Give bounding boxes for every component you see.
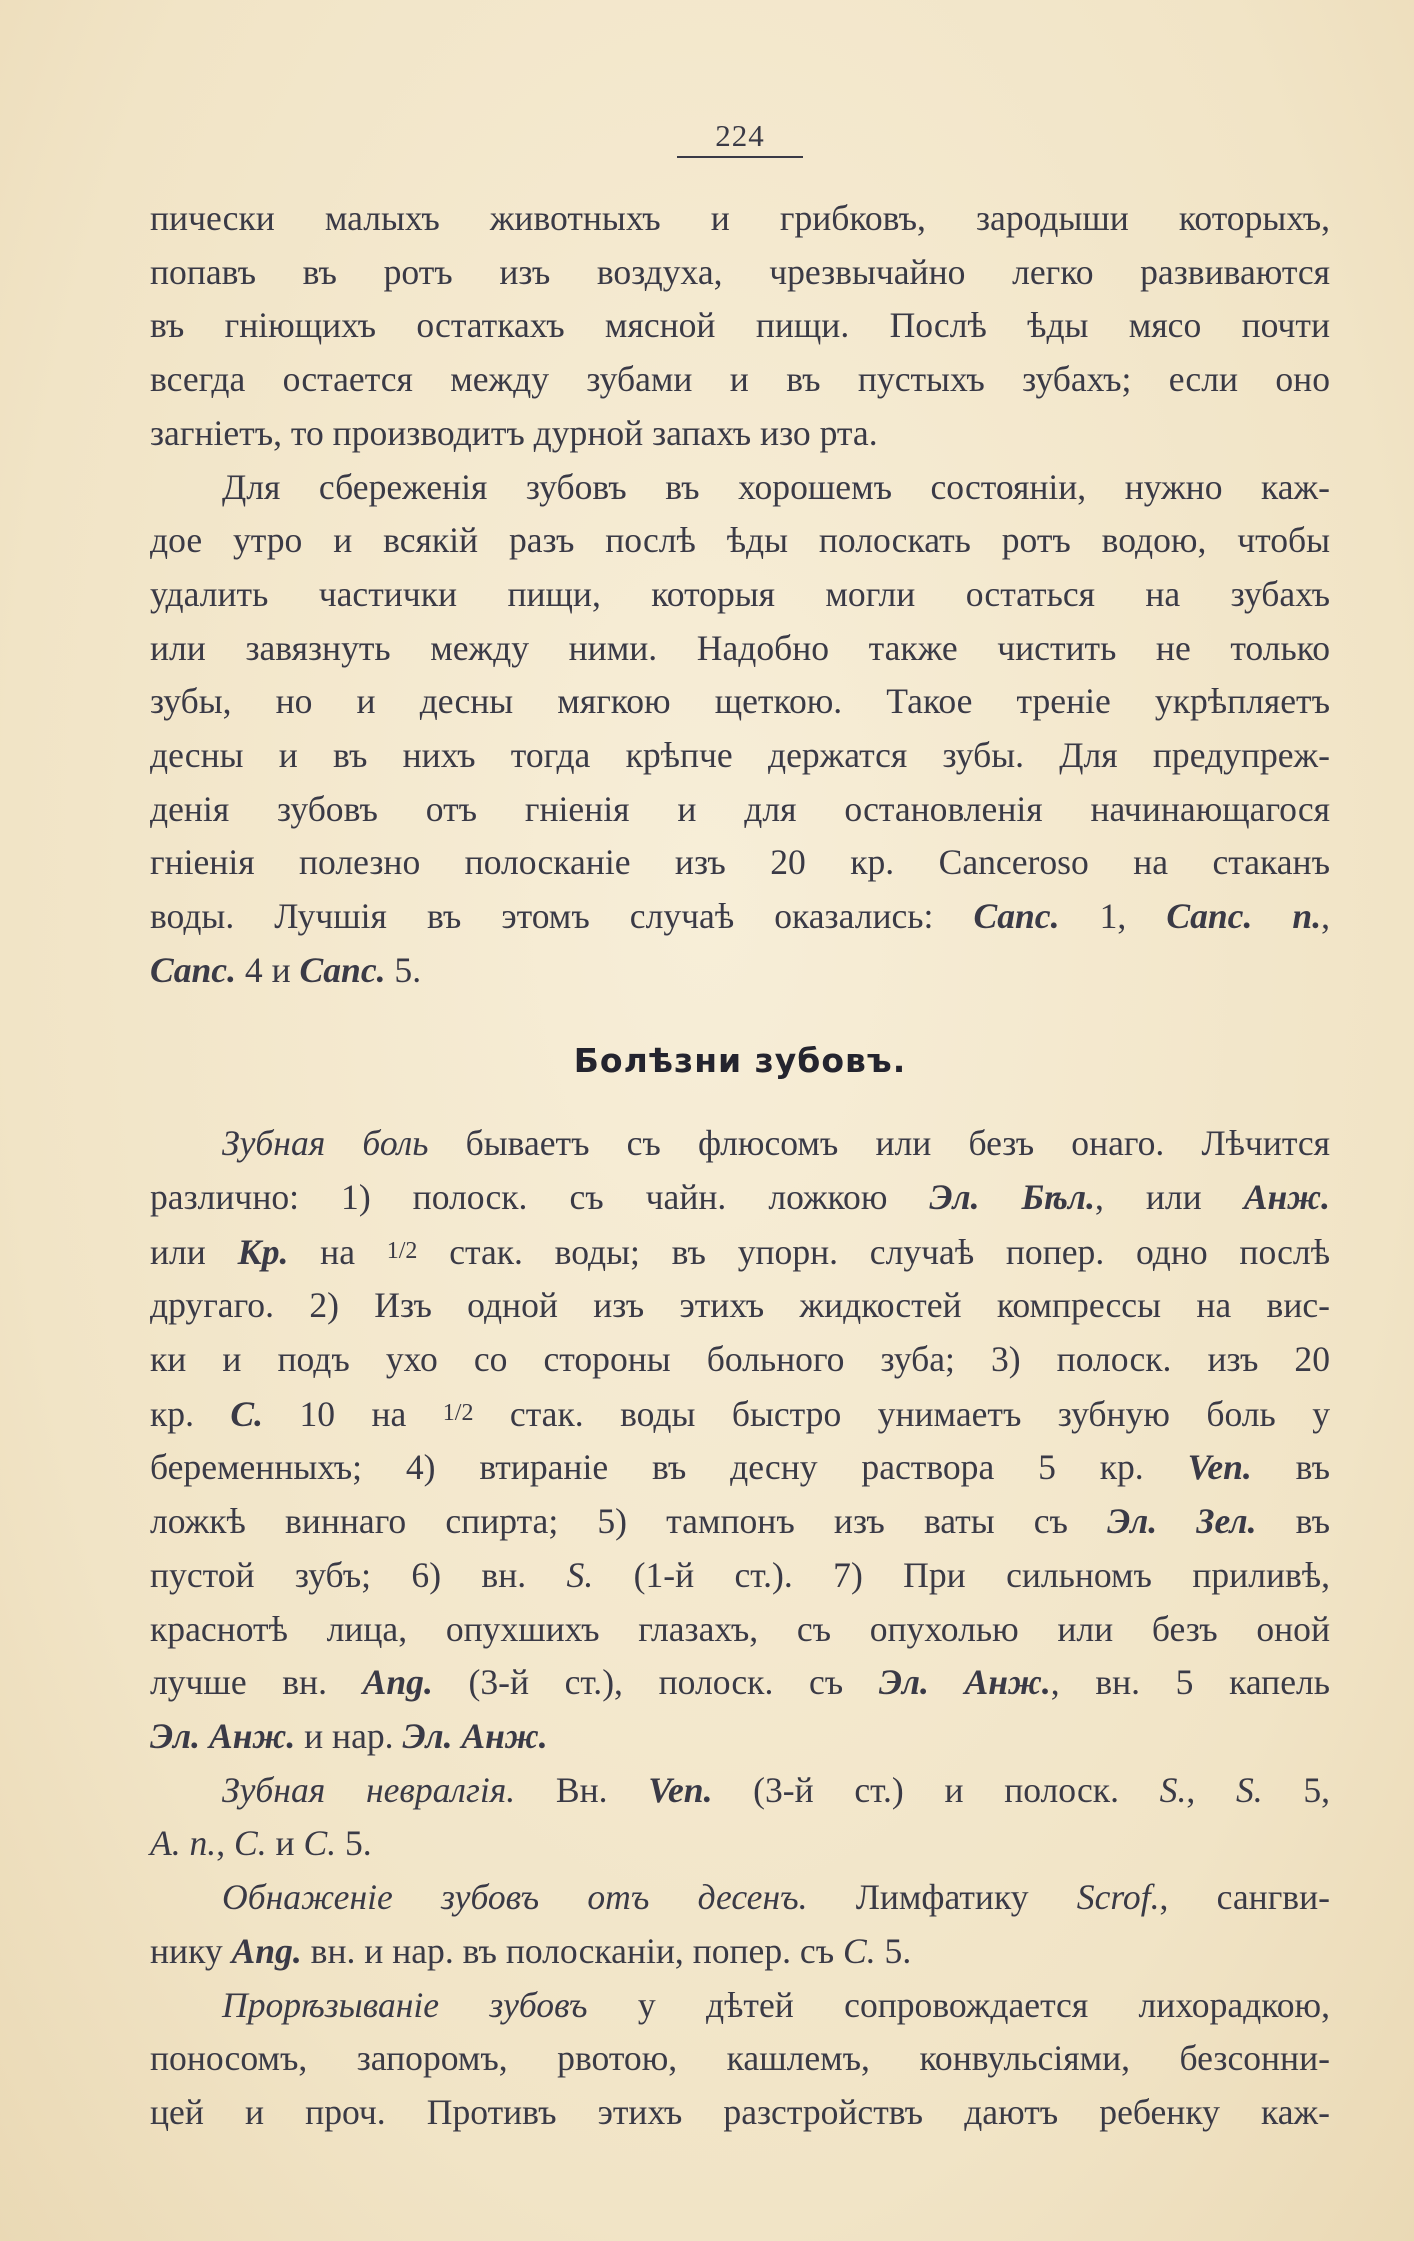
text-line: дое утро и всякій разъ послѣ ѣды полоскать ротъ водою, чтобы	[150, 520, 1330, 561]
text-line: краснотѣ лица, опухшихъ глазахъ, съ опухолью или безъ оной	[150, 1608, 1330, 1649]
text-run: ложкѣ виннаго спирта; 5) тампонъ изъ ваты съ	[150, 1501, 1108, 1542]
text-line	[150, 1117, 1330, 1171]
text-run: (1-й ст.). 7) При сильномъ приливѣ,	[593, 1554, 1330, 1595]
text-run: воды. Лучшія въ этомъ случаѣ оказались:	[150, 896, 974, 937]
text-run: и нар.	[295, 1715, 403, 1756]
remedy-name: Анж.	[1243, 1176, 1330, 1217]
remedy-name: C.	[234, 1823, 267, 1864]
text-line	[150, 1549, 1330, 1603]
remedy-name: Ven.	[648, 1769, 713, 1810]
remedy-name: Эл. Анж.	[878, 1662, 1051, 1703]
remedy-name: S.	[1235, 1769, 1263, 1810]
remedy-name: Scrof.	[1076, 1877, 1160, 1918]
text-line: попавъ въ ротъ изъ воздуха, чрезвычайно легко развиваются	[150, 251, 1330, 292]
remedy-name: Эл. Зел.	[1107, 1501, 1257, 1542]
text-run: бываетъ съ флюсомъ или безъ онаго. Лѣчится	[428, 1123, 1330, 1164]
paragraph-exposed-teeth	[150, 1871, 1330, 1978]
text-line	[150, 1495, 1330, 1549]
text-run: Лимфатику	[807, 1877, 1077, 1918]
text-run: стак. воды быстро унимаетъ зубную боль у	[473, 1393, 1331, 1434]
term: Зубная невралгія.	[222, 1769, 516, 1810]
text-run: 5,	[1262, 1769, 1330, 1810]
text-run: на	[288, 1231, 387, 1272]
text-line: Для сбереженія зубовъ въ хорошемъ состояніи, нужно каж-	[222, 466, 1330, 507]
text-run: и	[266, 1823, 304, 1864]
paragraph-1	[150, 192, 1330, 461]
term: Прорѣзываніе зубовъ	[222, 1984, 588, 2025]
term: Обнаженіе зубовъ отъ десенъ.	[222, 1877, 808, 1918]
text-run: 1,	[1059, 896, 1167, 937]
text-run: , сангви-	[1159, 1877, 1330, 1918]
text-run: лучше вн.	[150, 1662, 363, 1703]
text-run: ,	[1186, 1769, 1236, 1810]
text-line: гніенія полезно полосканіе изъ 20 кр. Cancerosо на стаканъ	[150, 842, 1330, 883]
text-run: 5.	[385, 949, 422, 990]
remedy-name: S.	[1159, 1769, 1187, 1810]
remedy-name: Ang.	[231, 1930, 302, 1971]
text-line	[150, 1171, 1330, 1225]
text-line: всегда остается между зубами и въ пустыхъ зубахъ; если оно	[150, 359, 1330, 400]
text-run: беременныхъ; 4) втираніе въ десну раствора 5 кр.	[150, 1447, 1188, 1488]
text-line: или завязнуть между ними. Надобно также чистить не только	[150, 627, 1330, 668]
text-run: въ	[1256, 1501, 1330, 1542]
text-line	[150, 1387, 1330, 1442]
paragraph-teething	[150, 1979, 1330, 2140]
text-run: стак. воды; въ упорн. случаѣ попер. одно послѣ	[417, 1231, 1331, 1272]
remedy-name: Ven.	[1187, 1447, 1252, 1488]
text-run: ,	[1321, 896, 1331, 937]
fraction: 1/2	[442, 1399, 474, 1426]
text-run: (3-й ст.), полоск. съ	[432, 1662, 879, 1703]
text-line: поносомъ, запоромъ, рвотою, кашлемъ, конвульсіями, безсонни-	[150, 2038, 1330, 2079]
text-line	[150, 1656, 1330, 1710]
text-line: другаго. 2) Изъ одной изъ этихъ жидкостей компрессы на вис-	[150, 1285, 1330, 1326]
remedy-name: Canc.	[150, 949, 236, 990]
text-line: денія зубовъ отъ гніенія и для остановленія начинающагося	[150, 788, 1330, 829]
remedy-name: Canc. n.	[1166, 896, 1322, 937]
text-line: пически малыхъ животныхъ и грибковъ, зародыши которыхъ,	[150, 198, 1330, 238]
text-run: 4 и	[236, 949, 300, 990]
text-line	[150, 1817, 1330, 1871]
text-line: въ гніющихъ остаткахъ мясной пищи. Послѣ ѣды мясо почти	[150, 305, 1330, 346]
remedy-name: Эл. Анж.	[150, 1715, 296, 1756]
text-line: удалить частички пищи, которыя могли остаться на зубахъ	[150, 573, 1330, 614]
text-run: , вн. 5 капель	[1050, 1662, 1330, 1703]
body-text	[150, 192, 1330, 2140]
text-line: зубы, но и десны мягкою щеткою. Такое треніе укрѣпляетъ	[150, 681, 1330, 722]
text-run: у дѣтей сопровождается лихорадкою,	[587, 1984, 1330, 2025]
page-header	[150, 118, 1330, 158]
text-run: 10 на	[263, 1393, 443, 1434]
text-line: ки и подъ ухо со стороны больного зуба; 3) полоск. изъ 20	[150, 1339, 1330, 1380]
paragraph-2	[150, 461, 1330, 998]
text-run: нику	[150, 1930, 232, 1971]
text-run: 5.	[875, 1930, 912, 1971]
text-line	[150, 1925, 1330, 1979]
remedy-name: Эл. Анж.	[402, 1715, 548, 1756]
remedy-name: A. n.	[150, 1823, 217, 1864]
text-line	[150, 1441, 1330, 1495]
text-run: 5.	[336, 1823, 372, 1864]
text-line	[150, 944, 1330, 998]
section-heading: Болѣзни зубовъ.	[573, 1040, 907, 1080]
paragraph-neuralgia	[150, 1764, 1330, 1871]
text-run: Вн.	[515, 1769, 649, 1810]
remedy-name: Кр.	[237, 1231, 289, 1272]
text-run: (3-й ст.) и полоск.	[712, 1769, 1160, 1810]
remedy-name: C.	[303, 1823, 337, 1864]
text-run: пустой зубъ; 6) вн.	[150, 1554, 567, 1595]
text-line	[150, 1764, 1330, 1818]
fraction: 1/2	[386, 1237, 418, 1264]
text-line	[150, 1710, 1330, 1764]
paragraph-toothache	[150, 1117, 1330, 1763]
text-line	[150, 1225, 1330, 1280]
text-line	[150, 1979, 1330, 2033]
text-run: ,	[216, 1823, 235, 1864]
remedy-name: Ang.	[362, 1662, 433, 1703]
remedy-name: Эл. Бѣл.	[929, 1176, 1095, 1217]
text-run: въ	[1251, 1447, 1330, 1488]
text-run: кр.	[150, 1393, 231, 1434]
text-line: цей и проч. Противъ этихъ разстройствъ даютъ ребенку каж-	[150, 2091, 1330, 2132]
text-run: , или	[1094, 1176, 1244, 1217]
remedy-name: Canc.	[973, 896, 1060, 937]
text-run: вн. и нар. въ полосканіи, попер. съ	[301, 1930, 844, 1971]
text-line: загніетъ, то производитъ дурной запахъ изо рта.	[150, 412, 878, 453]
remedy-name: Canc.	[299, 949, 386, 990]
remedy-name: S.	[566, 1554, 594, 1595]
text-run: или	[150, 1231, 238, 1272]
text-line	[150, 1871, 1330, 1925]
text-line: десны и въ нихъ тогда крѣпче держатся зубы. Для предупреж-	[150, 735, 1330, 776]
remedy-name: C.	[230, 1393, 264, 1434]
text-line	[150, 890, 1330, 944]
remedy-name: C.	[843, 1930, 876, 1971]
text-run: различно: 1) полоск. съ чайн. ложкою	[150, 1176, 930, 1217]
term: Зубная боль	[222, 1123, 429, 1164]
page-number: 224	[677, 118, 803, 158]
